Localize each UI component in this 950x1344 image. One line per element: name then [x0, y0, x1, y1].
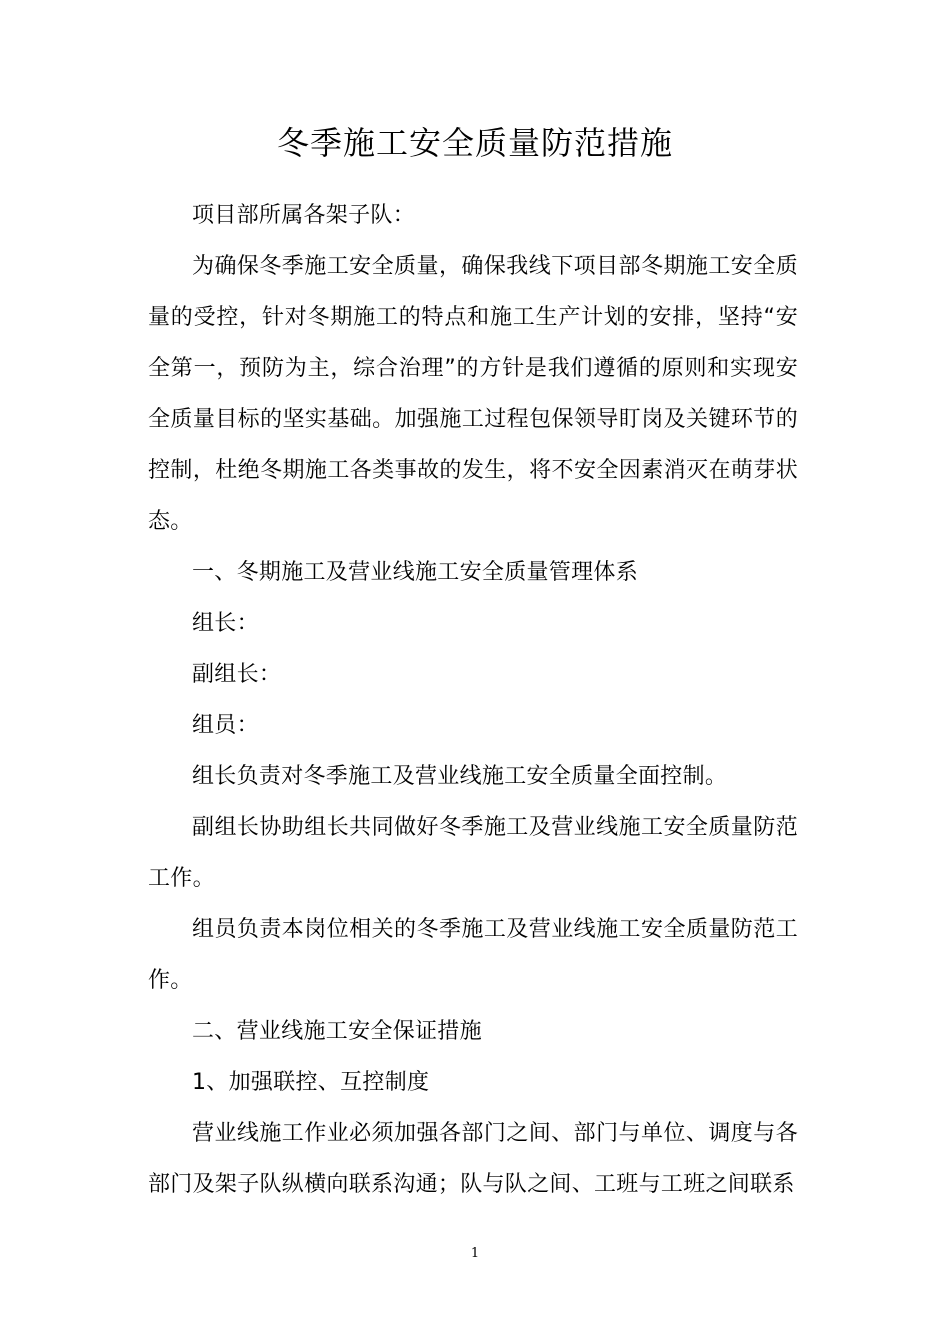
coordination-paragraph: 营业线施工作业必须加强各部门之间、部门与单位、调度与各部门及架子队纵横向联系沟通；队与队之间、工班与工班之间联系: [148, 1121, 798, 1197]
document-title: 冬季施工安全质量防范措施: [276, 124, 673, 162]
page-number: 1: [470, 1246, 480, 1261]
team-leader-line: 组长：: [192, 611, 259, 636]
document-body: [148, 190, 798, 1210]
intro-paragraph: 为确保冬季施工安全质量，确保我线下项目部冬期施工安全质量的受控，针对冬期施工的特点和施工生产计划的安排，坚持“安全第一，预防为主，综合治理”的方针是我们遵循的原则和实现安全质量目标的坚实基础。加强施工过程包保领导盯岗及关键环节的控制，杜绝冬期施工各类事故的发生，将不安全因素消灭在萌芽状态。: [148, 254, 798, 534]
deputy-leader-line: 副组长：: [192, 662, 282, 687]
members-line: 组员：: [192, 713, 259, 738]
salutation-paragraph: 项目部所属各架子队：: [192, 203, 416, 228]
member-duty-paragraph: 组员负责本岗位相关的冬季施工及营业线施工安全质量防范工作。: [148, 917, 798, 993]
subsection-heading-1: 1、加强联控、互控制度: [192, 1070, 430, 1095]
section-heading-2: 二、营业线施工安全保证措施: [192, 1019, 482, 1044]
section-heading-1: 一、冬期施工及营业线施工安全质量管理体系: [192, 560, 639, 585]
deputy-duty-paragraph: 副组长协助组长共同做好冬季施工及营业线施工安全质量防范工作。: [148, 815, 798, 891]
leader-duty-paragraph: 组长负责对冬季施工及营业线施工安全质量全面控制。: [192, 764, 728, 789]
